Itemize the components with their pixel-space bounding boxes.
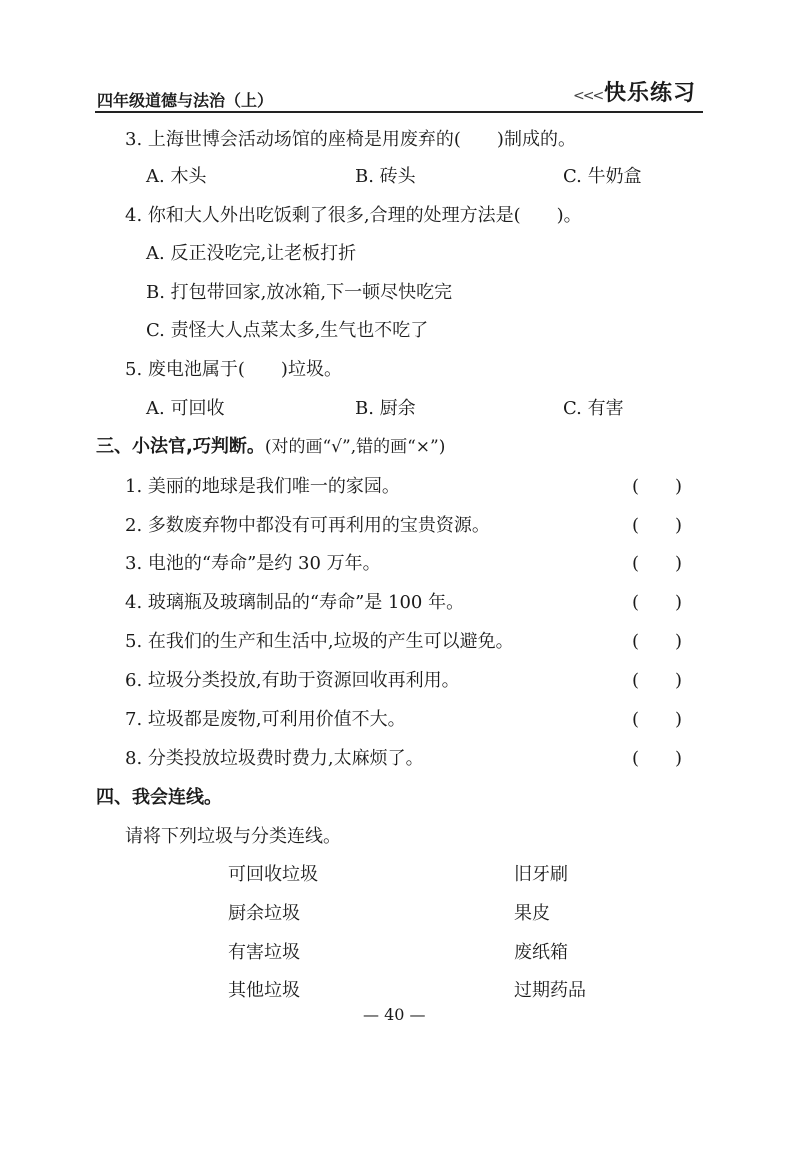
judge-item-1: 1. 美丽的地球是我们唯一的家园。 bbox=[125, 476, 400, 497]
question-3-option-b: B. 砖头 bbox=[355, 166, 416, 187]
judge-item-6: 6. 垃圾分类投放,有助于资源回收再利用。 bbox=[125, 670, 460, 691]
judge-answer-blank-2[interactable]: ( ) bbox=[632, 515, 683, 536]
question-4-option-c: C. 责怪大人点菜太多,生气也不吃了 bbox=[146, 320, 429, 341]
match-left-item-4[interactable]: 其他垃圾 bbox=[228, 980, 300, 1001]
match-left-item-3[interactable]: 有害垃圾 bbox=[228, 942, 300, 963]
question-4-option-b: B. 打包带回家,放冰箱,下一顿尽快吃完 bbox=[146, 282, 453, 303]
judge-item-3: 3. 电池的“寿命”是约 30 万年。 bbox=[125, 553, 381, 574]
header-tag: 快乐练习 bbox=[604, 81, 697, 106]
question-4-stem: 4. 你和大人外出吃饭剩了很多,合理的处理方法是( )。 bbox=[125, 205, 582, 226]
header-rule bbox=[95, 111, 703, 113]
question-3-option-c: C. 牛奶盒 bbox=[563, 166, 642, 187]
judge-answer-blank-7[interactable]: ( ) bbox=[632, 709, 683, 730]
section-3-title: 三、小法官,巧判断。 bbox=[96, 436, 265, 457]
question-5-option-a: A. 可回收 bbox=[146, 398, 225, 419]
match-left-item-1[interactable]: 可回收垃圾 bbox=[228, 864, 318, 885]
section-3-heading bbox=[96, 432, 445, 458]
question-5-stem: 5. 废电池属于( )垃圾。 bbox=[125, 359, 342, 380]
judge-answer-blank-3[interactable]: ( ) bbox=[632, 553, 683, 574]
match-right-item-3[interactable]: 废纸箱 bbox=[514, 942, 568, 963]
judge-answer-blank-6[interactable]: ( ) bbox=[632, 670, 683, 691]
match-right-item-1[interactable]: 旧牙刷 bbox=[514, 864, 568, 885]
question-3-stem: 3. 上海世博会活动场馆的座椅是用废弃的( )制成的。 bbox=[125, 129, 576, 150]
section-3-note: (对的画“√”,错的画“×”) bbox=[264, 437, 446, 457]
section-4-instruction: 请将下列垃圾与分类连线。 bbox=[125, 826, 341, 847]
question-5-option-b: B. 厨余 bbox=[355, 398, 416, 419]
question-5-option-c: C. 有害 bbox=[563, 398, 624, 419]
judge-answer-blank-8[interactable]: ( ) bbox=[632, 748, 683, 769]
chevron-decoration-icon: <<< bbox=[573, 88, 603, 104]
question-3-option-a: A. 木头 bbox=[146, 166, 207, 187]
judge-item-7: 7. 垃圾都是废物,可利用价值不大。 bbox=[125, 709, 406, 730]
judge-item-2: 2. 多数废弃物中都没有可再利用的宝贵资源。 bbox=[125, 515, 490, 536]
match-left-item-2[interactable]: 厨余垃圾 bbox=[228, 903, 300, 924]
match-right-item-2[interactable]: 果皮 bbox=[514, 903, 550, 924]
question-4-option-a: A. 反正没吃完,让老板打折 bbox=[146, 243, 357, 264]
section-4-title: 四、我会连线。 bbox=[96, 787, 222, 808]
judge-item-4: 4. 玻璃瓶及玻璃制品的“寿命”是 100 年。 bbox=[125, 592, 465, 613]
page-number: — 40 — bbox=[363, 1005, 426, 1024]
judge-item-8: 8. 分类投放垃圾费时费力,太麻烦了。 bbox=[125, 748, 424, 769]
judge-answer-blank-1[interactable]: ( ) bbox=[632, 476, 683, 497]
judge-item-5: 5. 在我们的生产和生活中,垃圾的产生可以避免。 bbox=[125, 631, 514, 652]
book-title: 四年级道德与法治（上） bbox=[97, 91, 274, 110]
judge-answer-blank-4[interactable]: ( ) bbox=[632, 592, 683, 613]
match-right-item-4[interactable]: 过期药品 bbox=[514, 980, 586, 1001]
judge-answer-blank-5[interactable]: ( ) bbox=[632, 631, 683, 652]
